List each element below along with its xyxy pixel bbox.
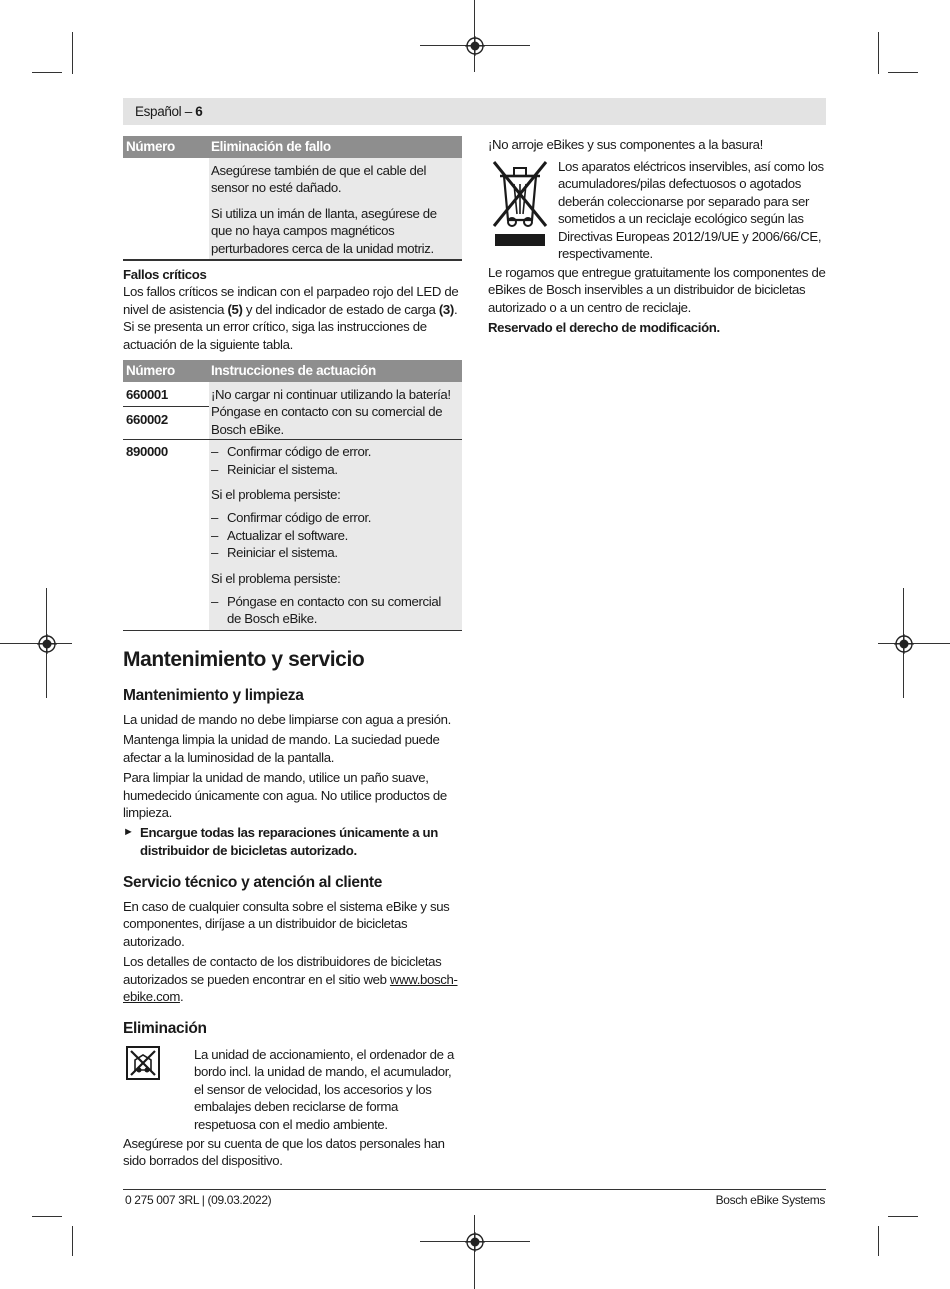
table-cell: Si el problema persiste: bbox=[211, 570, 341, 586]
page-number: 6 bbox=[195, 104, 203, 119]
table-cell: ¡No cargar ni continuar utilizando la batería! Póngase en contacto con su comercial de Bosch eBike. bbox=[211, 387, 451, 437]
paragraph: En caso de cualquier consulta sobre el sistema eBike y sus componentes, diríjase a un distribuidor de bicicletas autorizado. bbox=[123, 899, 450, 949]
fault-table bbox=[123, 136, 462, 261]
registration-mark-icon bbox=[894, 634, 914, 654]
error-code: 660002 bbox=[126, 412, 168, 428]
error-code: 660001 bbox=[126, 387, 168, 402]
table-cell: Si utiliza un imán de llanta, asegúrese de que no haya campos magnéticos perturbadores cerca de la unidad motriz. bbox=[211, 205, 437, 256]
paragraph: La unidad de mando no debe limpiarse con agua a presión. bbox=[123, 712, 451, 727]
table-row bbox=[123, 158, 462, 259]
critical-faults-section bbox=[123, 266, 461, 353]
critical-table-header bbox=[123, 360, 462, 382]
list-item: – Confirmar código de error. bbox=[211, 510, 372, 526]
list-item: – Reiniciar el sistema. bbox=[211, 545, 338, 561]
list-item: – Confirmar código de error. bbox=[211, 444, 372, 460]
paragraph: Asegúrese por su cuenta de que los datos personales han sido borrados del dispositivo. bbox=[123, 1136, 445, 1169]
paragraph: ¡No arroje eBikes y sus componentes a la basura! bbox=[488, 137, 763, 152]
disposal-text: La unidad de accionamiento, el ordenador de a bordo incl. la unidad de mando, el acumulador, el sensor de velocidad, los accesorios y los embalajes deben reciclarse de forma respetuosa con el medio ambiente. bbox=[194, 1047, 454, 1132]
reserved-rights: Reservado el derecho de modificación. bbox=[488, 320, 720, 335]
table-cell: Si el problema persiste: bbox=[211, 487, 341, 503]
subsection-heading: Eliminación bbox=[123, 1020, 207, 1037]
paragraph: Mantenga limpia la unidad de mando. La suciedad puede afectar a la luminosidad de la pantalla. bbox=[123, 732, 440, 765]
page-header bbox=[123, 98, 826, 125]
maintenance-body bbox=[123, 711, 461, 859]
recycle-icon bbox=[126, 1046, 160, 1080]
footer-divider bbox=[123, 1189, 826, 1190]
column-header-number: Número bbox=[126, 363, 175, 379]
paragraph: Los detalles de contacto de los distribuidores de bicicletas autorizados se pueden encontrar en el sitio web www.bosch-ebike.com. bbox=[123, 954, 458, 1005]
subsection-heading: Mantenimiento y limpieza bbox=[123, 687, 304, 704]
table-cell: Asegúrese también de que el cable del sensor no esté dañado. bbox=[211, 163, 427, 196]
weee-bin-icon bbox=[490, 156, 550, 248]
footer-brand: Bosch eBike Systems bbox=[715, 1193, 825, 1207]
registration-mark-icon bbox=[37, 634, 57, 654]
section-title: Mantenimiento y servicio bbox=[123, 648, 365, 671]
table-row bbox=[123, 382, 462, 439]
subsection-heading: Servicio técnico y atención al cliente bbox=[123, 874, 383, 891]
column-header-instructions: Instrucciones de actuación bbox=[211, 363, 376, 379]
registration-mark-icon bbox=[465, 1232, 485, 1252]
table-row bbox=[123, 440, 462, 630]
bullet-arrow-icon: ► bbox=[123, 826, 134, 839]
paragraph: Le rogamos que entregue gratuitamente los componentes de eBikes de Bosch inservibles a un distribuidor de bicicletas autorizado o a un centro de reciclaje. bbox=[488, 265, 826, 315]
critical-table bbox=[123, 360, 462, 631]
error-code: 890000 bbox=[126, 444, 168, 460]
critical-faults-heading: Fallos críticos bbox=[123, 267, 207, 282]
page-header-label: Español – 6 bbox=[135, 104, 203, 119]
list-item: – Actualizar el software. bbox=[211, 527, 348, 543]
footer-doc-number: 0 275 007 3RL | (09.03.2022) bbox=[125, 1193, 272, 1207]
column-header-number: Número bbox=[126, 139, 175, 155]
critical-faults-text: Los fallos críticos se indican con el parpadeo rojo del LED de nivel de asistencia (5) y del indicador de estado de carga (3). Si se presenta un error crítico, siga las instrucciones de actuación de la siguiente tabla. bbox=[123, 284, 459, 352]
paragraph: Para limpiar la unidad de mando, utilice un paño suave, humedecido únicamente con agua. No utilice productos de limpieza. bbox=[123, 770, 447, 821]
website-link[interactable]: www.bosch-ebike.com bbox=[123, 971, 458, 1005]
bullet-note: ► Encargue todas las reparaciones únicamente a un distribuidor de bicicletas autorizado. bbox=[123, 825, 438, 858]
list-item: – Póngase en contacto con su comercial de Bosch eBike. bbox=[211, 594, 441, 627]
weee-text: Los aparatos eléctricos inservibles, así como los acumuladores/pilas defectuosos o agotados deberán coleccionarse por separado para ser sometidos a un reciclaje ecológico según las Directivas Europeas 2012/19/UE y 2006/66/CE, respectivamente. bbox=[558, 159, 824, 262]
column-header-fix: Eliminación de fallo bbox=[211, 139, 331, 155]
registration-mark-icon bbox=[465, 36, 485, 56]
fault-table-header bbox=[123, 136, 462, 158]
list-item: – Reiniciar el sistema. bbox=[211, 461, 338, 477]
service-body bbox=[123, 898, 461, 1005]
